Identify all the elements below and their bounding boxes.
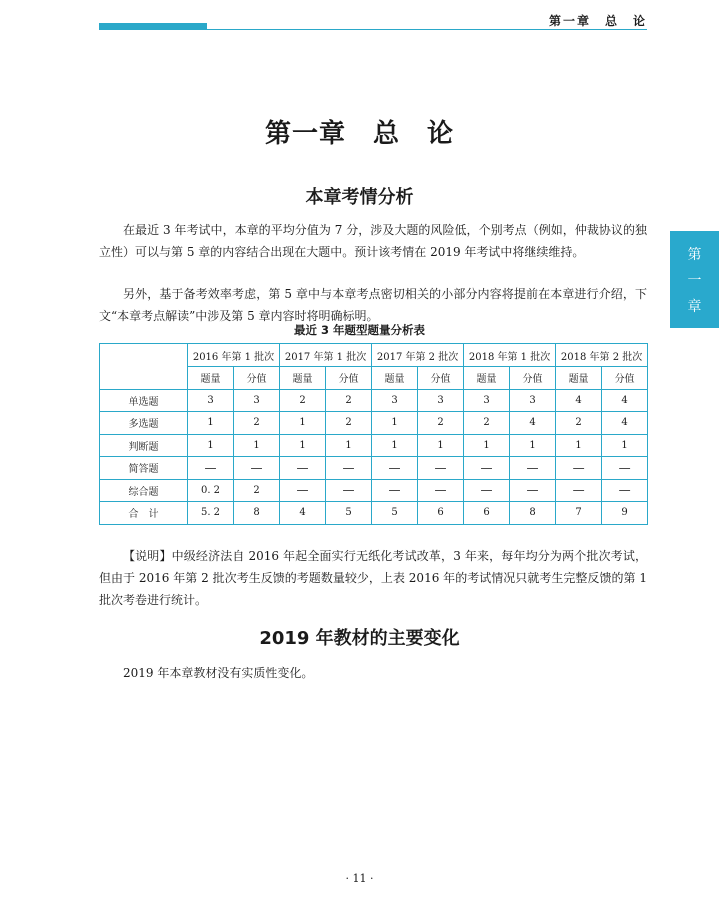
table-cell: 2 <box>234 479 280 502</box>
table-cell: — <box>372 479 418 502</box>
table-cell: — <box>326 457 372 480</box>
table-subheader: 分值 <box>510 367 556 390</box>
table-cell: 4 <box>510 412 556 435</box>
row-label: 合 计 <box>100 502 188 525</box>
table-cell: — <box>188 457 234 480</box>
table-cell: 3 <box>188 389 234 412</box>
table-cell: 4 <box>602 389 648 412</box>
side-tab-char: 章 <box>687 298 702 315</box>
table-cell: 3 <box>464 389 510 412</box>
table-cell: — <box>326 479 372 502</box>
table-row <box>100 502 648 525</box>
table-row <box>100 389 648 412</box>
table-cell: 6 <box>464 502 510 525</box>
table-cell: 3 <box>418 389 464 412</box>
table-year-header: 2018 年第 2 批次 <box>556 344 648 367</box>
section-title-exam-analysis: 本章考情分析 <box>305 187 414 208</box>
table-cell: 1 <box>602 434 648 457</box>
table-cell: 5 <box>326 502 372 525</box>
table-cell: 7 <box>556 502 602 525</box>
table-cell: 4 <box>280 502 326 525</box>
row-label: 简答题 <box>100 457 188 480</box>
table-cell: — <box>234 457 280 480</box>
table-subheader: 题量 <box>464 367 510 390</box>
table-corner-cell <box>100 344 188 390</box>
row-label: 综合题 <box>100 479 188 502</box>
table-cell: 1 <box>188 412 234 435</box>
table-subheader: 题量 <box>556 367 602 390</box>
table-year-header: 2018 年第 1 批次 <box>464 344 556 367</box>
paragraph-efficiency-note: 另外，基于备考效率考虑，第 5 章中与本章考点密切相关的小部分内容将提前在本章进行介绍，下文“本章考点解读”中涉及第 5 章内容时将明确标明。 <box>99 287 647 323</box>
table-cell: 1 <box>188 434 234 457</box>
table-cell: 1 <box>372 434 418 457</box>
side-tab-char: 第 <box>687 246 702 263</box>
table-cell: 9 <box>602 502 648 525</box>
table-cell: 3 <box>372 389 418 412</box>
row-label: 判断题 <box>100 434 188 457</box>
table-cell: 1 <box>280 412 326 435</box>
table-row <box>100 479 648 502</box>
table-cell: 1 <box>372 412 418 435</box>
table-cell: — <box>464 457 510 480</box>
table-cell: 1 <box>510 434 556 457</box>
paragraph-note: 【说明】中级经济法自 2016 年起全面实行无纸化考试改革，3 年来，每年均分为两个批次考试，但由于 2016 年第 2 批次考生反馈的考题数量较少，上表 2016 年的考试情况只就考生完整反馈的第 1 批次考卷进行统计。 <box>99 549 647 607</box>
table-year-header: 2017 年第 2 批次 <box>372 344 464 367</box>
table-cell: 4 <box>556 389 602 412</box>
page-number: · 11 · <box>345 872 374 885</box>
table-year-header: 2017 年第 1 批次 <box>280 344 372 367</box>
table-caption: 最近 3 年题型题量分析表 <box>293 323 425 337</box>
row-label: 单选题 <box>100 389 188 412</box>
table-cell: 1 <box>280 434 326 457</box>
table-year-header: 2016 年第 1 批次 <box>188 344 280 367</box>
table-cell: — <box>556 479 602 502</box>
running-head: 第一章 总 论 <box>548 14 647 28</box>
table-cell: 2 <box>464 412 510 435</box>
table-cell: 1 <box>234 434 280 457</box>
table-cell: — <box>602 479 648 502</box>
header-rule <box>99 29 647 30</box>
table-cell: 8 <box>234 502 280 525</box>
table-row <box>100 457 648 480</box>
table-cell: — <box>418 479 464 502</box>
table-subheader: 分值 <box>326 367 372 390</box>
table-cell: 1 <box>418 434 464 457</box>
table-subheader: 分值 <box>602 367 648 390</box>
table-subheader: 分值 <box>418 367 464 390</box>
table-cell: — <box>602 457 648 480</box>
table-cell: — <box>280 479 326 502</box>
table-cell: 4 <box>602 412 648 435</box>
chapter-side-tab <box>670 231 719 328</box>
table-year-header-row <box>100 344 648 367</box>
section-title-textbook-changes: 2019 年教材的主要变化 <box>259 628 460 649</box>
side-tab-char: 一 <box>687 272 702 289</box>
table-cell: 3 <box>510 389 556 412</box>
table-row <box>100 434 648 457</box>
table-cell: — <box>464 479 510 502</box>
table-cell: — <box>372 457 418 480</box>
table-cell: 5. 2 <box>188 502 234 525</box>
table-cell: — <box>510 457 556 480</box>
table-subheader: 分值 <box>234 367 280 390</box>
table-cell: 8 <box>510 502 556 525</box>
table-subheader: 题量 <box>372 367 418 390</box>
table-cell: 0. 2 <box>188 479 234 502</box>
row-label: 多选题 <box>100 412 188 435</box>
table-cell: 1 <box>326 434 372 457</box>
table-subheader: 题量 <box>280 367 326 390</box>
table-cell: 1 <box>556 434 602 457</box>
table-cell: 2 <box>556 412 602 435</box>
paragraph-exam-analysis: 在最近 3 年考试中，本章的平均分值为 7 分，涉及大题的风险低，个别考点（例如，仲裁协议的独立性）可以与第 5 章的内容结合出现在大题中。预计该考情在 2019 年考试中将继续维持。 <box>99 223 647 259</box>
table-cell: — <box>280 457 326 480</box>
table-cell: 6 <box>418 502 464 525</box>
table-cell: 3 <box>234 389 280 412</box>
table-subheader: 题量 <box>188 367 234 390</box>
table-cell: 2 <box>326 412 372 435</box>
table-cell: 2 <box>234 412 280 435</box>
chapter-title: 第一章 总 论 <box>264 119 454 149</box>
table-cell: — <box>556 457 602 480</box>
table-cell: 2 <box>326 389 372 412</box>
table-row <box>100 412 648 435</box>
table-cell: 2 <box>280 389 326 412</box>
paragraph-textbook-changes: 2019 年本章教材没有实质性变化。 <box>123 666 314 680</box>
table-cell: — <box>418 457 464 480</box>
question-type-table <box>99 343 648 525</box>
table-cell: 1 <box>464 434 510 457</box>
table-cell: 5 <box>372 502 418 525</box>
table-cell: — <box>510 479 556 502</box>
table-cell: 2 <box>418 412 464 435</box>
